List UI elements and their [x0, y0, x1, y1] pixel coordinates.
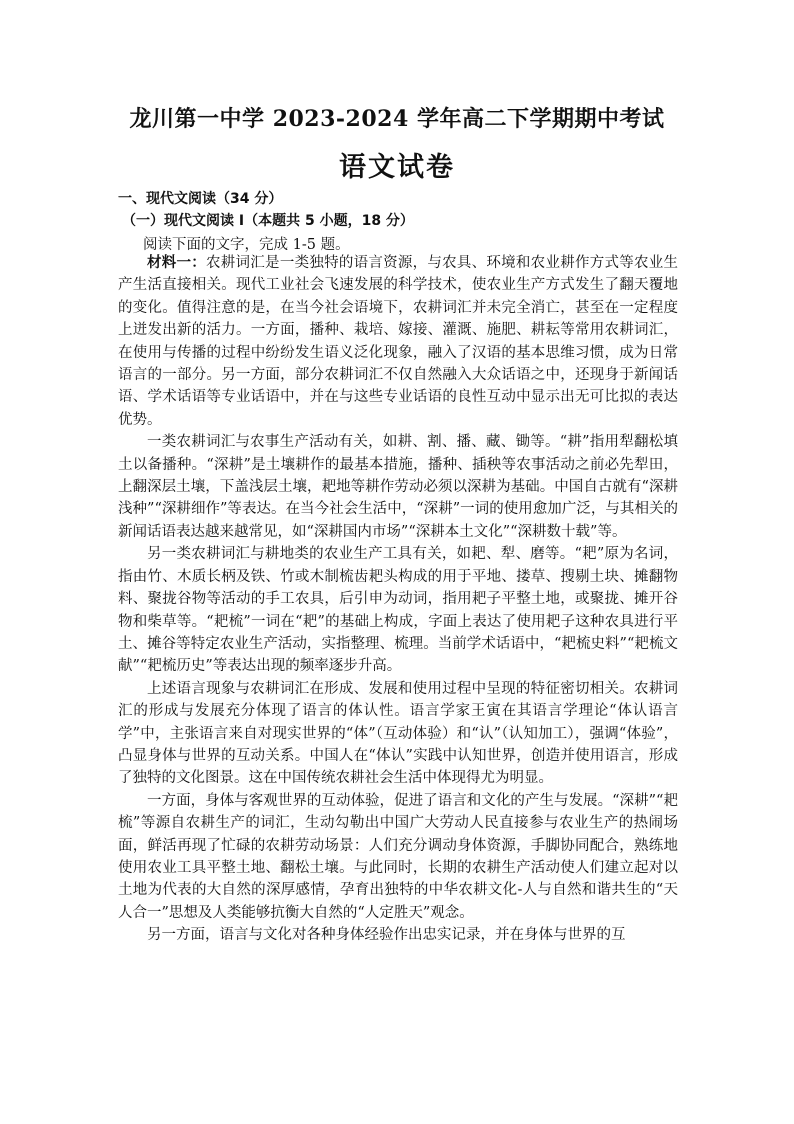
part-heading: 一、现代文阅读（34 分） [118, 191, 283, 207]
passage-paragraph: 另一方面，语言与文化对各种身体经验作出忠实记录，并在身体与世界的互 [147, 927, 626, 944]
reading-instruction: 阅读下面的文字，完成 1-5 题。 [143, 237, 350, 253]
passage-paragraph: 上述语言现象与农耕词汇在形成、发展和使用过程中呈现的特征密切相关。农耕词汇的形成与发展充分体现了语言的体认性。语言学家王寅在其语言学理论“体认语言学”中，主张语言来自对现实世界的“体”（互动体验）和“认”（认知加工），强调“体验”，凸显身体与世界的互动关系。中国人在“体认”实践中认知世界，创造并使用语言，形成了独特的文化图景。这在中国传统农耕社会生活中体现得尤为明显。 [118, 680, 678, 787]
paper-subject-title: 语文试卷 [339, 152, 455, 183]
reading-passage [118, 252, 678, 947]
sub-heading: （一）现代文阅读 I（本题共 5 小题，18 分） [122, 213, 414, 229]
exam-title: 龙川第一中学 2023-2024 学年高二下学期期中考试 [129, 106, 665, 132]
passage-paragraph: 另一类农耕词汇与耕地类的农业生产工具有关，如耙、犁、磨等。“耙”原为名词，指由竹、木质长柄及铁、竹或木制梳齿耙头构成的用于平地、搂草、搜剔土块、摊翻物料、聚拢谷物等活动的手工农具，后引申为动词，指用耙子平整土地，或聚拢、摊开谷物和柴草等。“耙梳”一词在“耙”的基础上构成，字面上表达了使用耙子这种农具进行平土、摊谷等特定农业生产活动，实指整理、梳理。当前学术话语中，“耙梳史料”“耙梳文献”“耙梳历史”等表达出现的频率逐步升高。 [118, 546, 678, 675]
passage-paragraph: 材料一：农耕词汇是一类独特的语言资源，与农具、环境和农业耕作方式等农业生产生活直接相关。现代工业社会飞速发展的科学技术，使农业生产方式发生了翻天覆地的变化。值得注意的是，在当今社会语境下，农耕词汇并未完全消亡，甚至在一定程度上迸发出新的活力。一方面，播种、栽培、嫁接、灌溉、施肥、耕耘等常用农耕词汇，在使用与传播的过程中纷纷发生语义泛化现象，融入了汉语的基本思维习惯，成为日常语言的一部分。另一方面，部分农耕词汇不仅自然融入大众话语之中，还现身于新闻话语、学术话语等专业话语中，并在与这些专业话语的良性互动中显示出无可比拟的表达优势。 [118, 254, 678, 428]
passage-paragraph: 一类农耕词汇与农事生产活动有关，如耕、割、播、藏、锄等。“耕”指用犁翻松填土以备播种。“深耕”是土壤耕作的最基本措施，播种、插秧等农事活动之前必先犁田，上翻深层土壤，下盖浅层土壤，耙地等耕作劳动必须以深耕为基础。中国自古就有“深耕浅种”“深耕细作”等表达。在当今社会生活中，“深耕”一词的使用愈加广泛，与其相关的新闻话语表达越来越常见，如“深耕国内市场”“深耕本土文化”“深耕数十载”等。 [118, 434, 678, 540]
material-label: 材料一： [147, 254, 207, 271]
passage-paragraph: 一方面，身体与客观世界的互动体验，促进了语言和文化的产生与发展。“深耕”“耙梳”等源自农耕生产的词汇，生动勾勒出中国广大劳动人民直接参与农业生产的热闹场面，鲜活再现了忙碌的农耕劳动场景：人们充分调动身体资源，手脚协同配合，熟练地使用农业工具平整土地、翻松土壤。与此同时，长期的农耕生产活动使人们建立起对以土地为代表的大自然的深厚感情，孕育出独特的中华农耕文化-人与自然和谐共生的“天人合一”思想及人类能够抗衡大自然的“人定胜天”观念。 [118, 792, 678, 921]
